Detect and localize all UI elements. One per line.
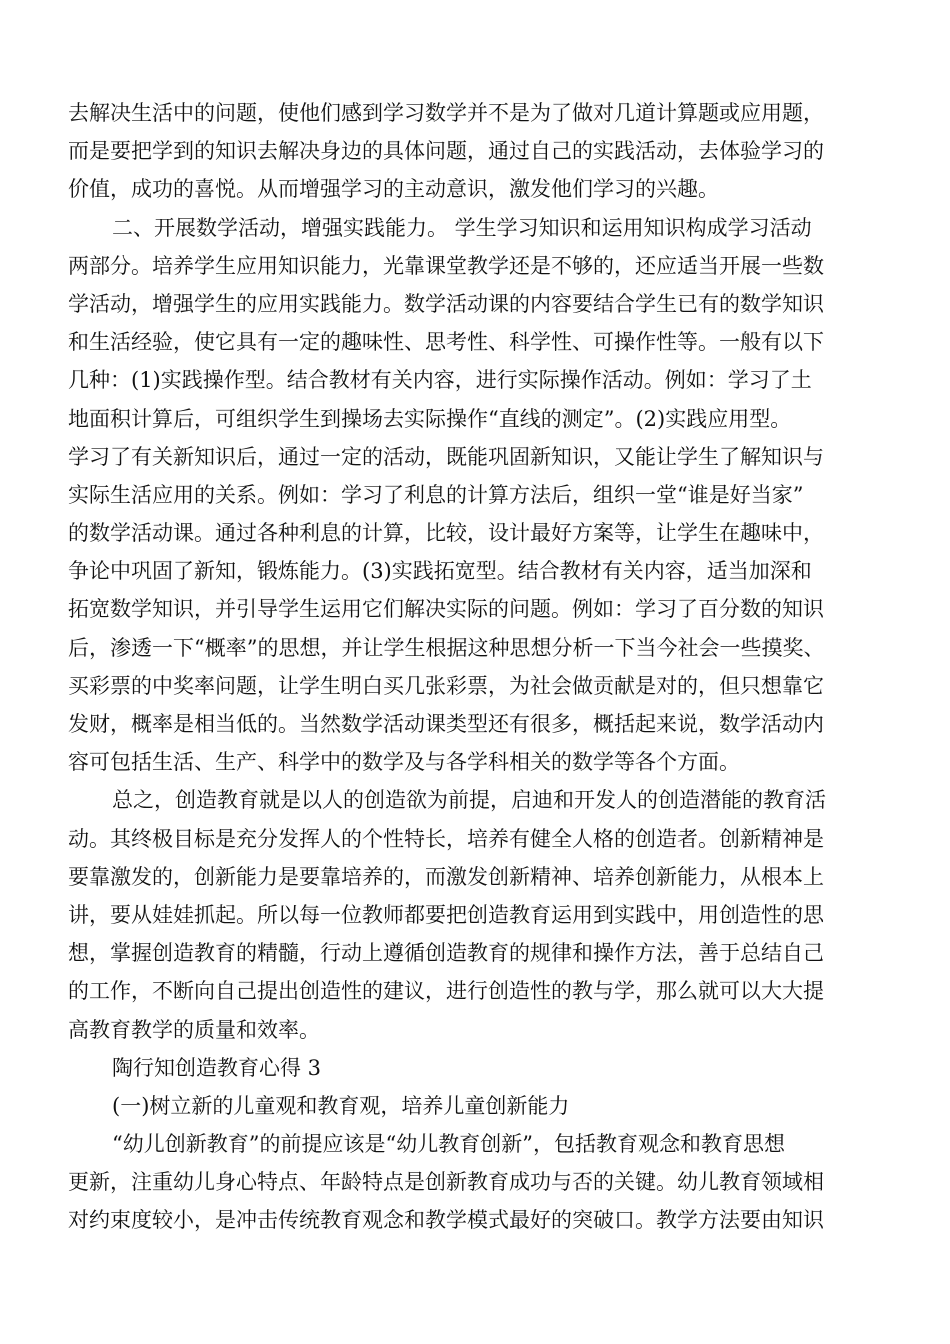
- paragraph-line: “幼儿创新教育”的前提应该是“幼儿教育创新”，包括教育观念和教育思想: [112, 1132, 785, 1157]
- paragraph-line: 想，掌握创造教育的精髓，行动上遵循创造教育的规律和操作方法，善于总结自己: [68, 941, 824, 966]
- paragraph-line: 学活动，增强学生的应用实践能力。数学活动课的内容要结合学生已有的数学知识: [68, 291, 824, 316]
- paragraph-line: 总之，创造教育就是以人的创造欲为前提，启迪和开发人的创造潜能的教育活: [112, 788, 826, 813]
- paragraph-line: 对约束度较小，是冲击传统教育观念和教学模式最好的突破口。教学方法要由知识: [68, 1208, 824, 1233]
- article-title: 陶行知创造教育心得 3: [112, 1055, 322, 1080]
- subsection-heading: (一)树立新的儿童观和教育观，培养儿童创新能力: [112, 1093, 570, 1118]
- paragraph-line: 拓宽数学知识，并引导学生运用它们解决实际的问题。例如：学习了百分数的知识: [68, 597, 824, 622]
- paragraph-line: 去解决生活中的问题，使他们感到学习数学并不是为了做对几道计算题或应用题，: [68, 101, 824, 125]
- document-page: [68, 94, 896, 1240]
- paragraph-line: 讲，要从娃娃抓起。所以每一位教师都要把创造教育运用到实践中，用创造性的思: [68, 902, 824, 927]
- section-heading-line: 二、开展数学活动，增强实践能力。 学生学习知识和运用知识构成学习活动: [112, 215, 812, 240]
- paragraph-line: 容可包括生活、生产、科学中的数学及与各学科相关的数学等各个方面。: [68, 750, 740, 775]
- paragraph-line: 发财，概率是相当低的。当然数学活动课类型还有很多，概括起来说，数学活动内: [68, 712, 824, 736]
- paragraph-line: 两部分。培养学生应用知识能力，光靠课堂教学还是不够的，还应适当开展一些数: [68, 253, 824, 278]
- paragraph-line: 地面积计算后，可组织学生到操场去实际操作“直线的测定”。(2)实践应用型。: [68, 406, 792, 431]
- paragraph-line: 学习了有关新知识后，通过一定的活动，既能巩固新知识，又能让学生了解知识与: [68, 444, 824, 469]
- paragraph-line: 的工作，不断向自己提出创造性的建议，进行创造性的教与学，那么就可以大大提: [68, 979, 824, 1004]
- paragraph-line: 和生活经验，使它具有一定的趣味性、思考性、科学性、可操作性等。一般有以下: [68, 330, 824, 355]
- paragraph-line: 几种：(1)实践操作型。结合教材有关内容，进行实际操作活动。例如：学习了土: [68, 368, 812, 393]
- paragraph-line: 要靠激发的，创新能力是要靠培养的，而激发创新精神、培养创新能力，从根本上: [68, 864, 824, 889]
- paragraph-line: 高教育教学的质量和效率。: [68, 1017, 320, 1042]
- paragraph-line: 动。其终极目标是充分发挥人的个性特长，培养有健全人格的创造者。创新精神是: [68, 826, 824, 851]
- paragraph-line: 的数学活动课。通过各种利息的计算，比较，设计最好方案等，让学生在趣味中，: [68, 521, 824, 546]
- paragraph-line: 更新，注重幼儿身心特点、年龄特点是创新教育成功与否的关键。幼儿教育领域相: [68, 1170, 824, 1195]
- paragraph-line: 买彩票的中奖率问题，让学生明白买几张彩票，为社会做贡献是对的，但只想靠它: [68, 673, 824, 698]
- paragraph-line: 后，渗透一下“概率”的思想，并让学生根据这种思想分析一下当今社会一些摸奖、: [68, 635, 825, 660]
- paragraph-line: 而是要把学到的知识去解决身边的具体问题，通过自己的实践活动，去体验学习的: [68, 139, 824, 164]
- paragraph-line: 争论中巩固了新知，锻炼能力。(3)实践拓宽型。结合教材有关内容，适当加深和: [68, 559, 812, 584]
- paragraph-line: 价值，成功的喜悦。从而增强学习的主动意识，激发他们学习的兴趣。: [68, 177, 719, 202]
- paragraph-line: 实际生活应用的关系。例如：学习了利息的计算方法后，组织一堂“谁是好当家”: [68, 482, 804, 507]
